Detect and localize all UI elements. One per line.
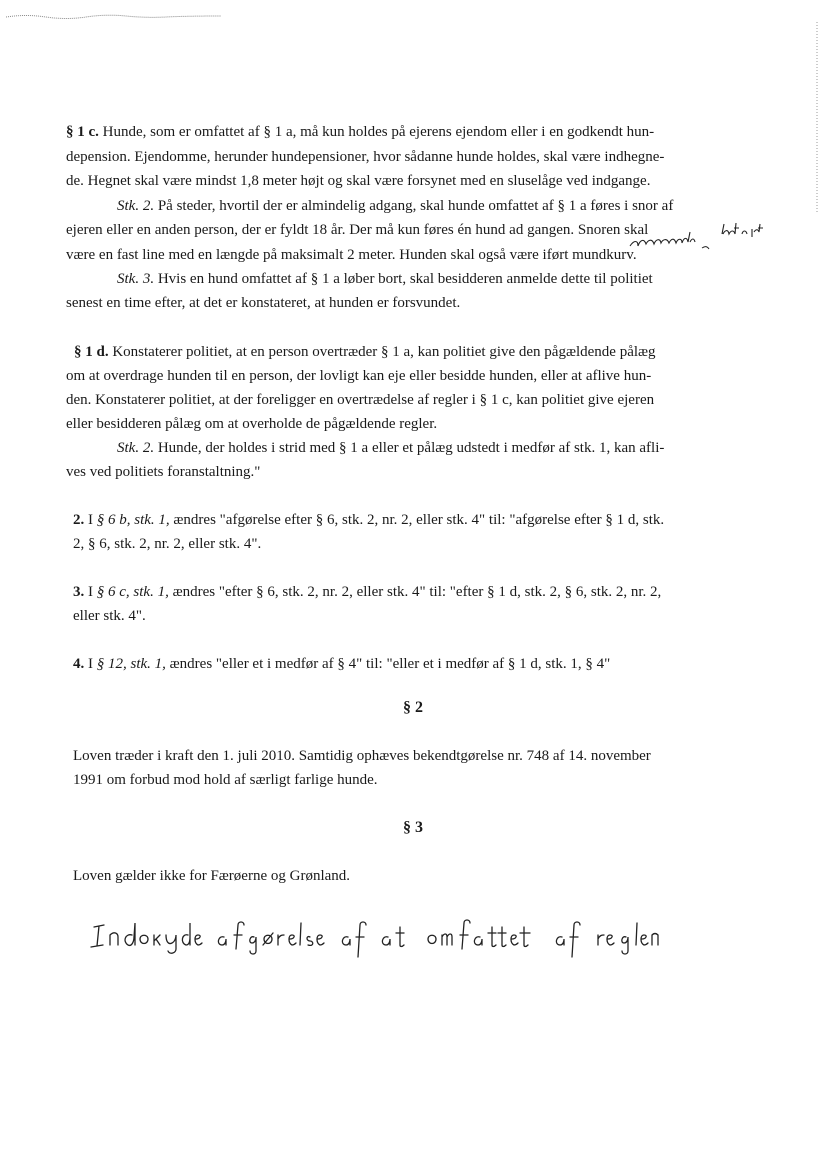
p1c-line-1: § 1 c. Hunde, som er omfattet af § 1 a, må kun holdes på ejerens ejendom eller i en godkendt hun-: [66, 124, 655, 140]
section-3-heading: § 3: [403, 819, 423, 836]
p1c-stk3-line-2: senest en time efter, at det er konstateret, at hunden er forsvundet.: [66, 295, 461, 311]
p1c-stk3-line-1: Stk. 3. Hvis en hund omfattet af § 1 a løber bort, skal besidderen anmelde dette til politiet: [117, 271, 653, 287]
p1d-line-3: den. Konstaterer politiet, at der foreligger en overtrædelse af regler i § 1 c, kan politiet give ejeren: [66, 392, 655, 408]
handwritten-margin-note: [622, 214, 772, 254]
p1d-line-2: om at overdrage hunden til en person, der lovligt kan eje eller besidde hunden, eller at aflive hun-: [66, 368, 652, 384]
p1d-stk2-line-2: ves ved politiets foranstaltning.": [66, 464, 261, 480]
scan-artifact-top: [6, 13, 221, 19]
sec3-line-1: Loven gælder ikke for Færøerne og Grønland.: [73, 868, 351, 884]
item2-line-1: 2. I § 6 b, stk. 1, ændres "afgørelse efter § 6, stk. 2, nr. 2, eller stk. 4" til: "afgørelse efter § 1 d, stk.: [73, 512, 665, 528]
p1c-lead: § 1 c.: [66, 124, 99, 140]
p1c-line-2: depension. Ejendomme, herunder hundepensioner, hvor sådanne hunde holdes, skal være indhegne-: [66, 149, 665, 165]
p1d-stk2-line-1: Stk. 2. Hunde, der holdes i strid med § 1 a eller et pålæg udstedt i medfør af stk. 1, kan afli-: [117, 440, 665, 456]
sec2-line-1: Loven træder i kraft den 1. juli 2010. Samtidig ophæves bekendtgørelse nr. 748 af 14. november: [73, 748, 651, 764]
item3-line-1: 3. I § 6 c, stk. 1, ændres "efter § 6, stk. 2, nr. 2, eller stk. 4" til: "efter § 1 d, stk. 2, § 6, stk. 2, nr. 2,: [73, 584, 662, 600]
item3-line-2: eller stk. 4".: [73, 608, 146, 624]
item2-line-2: 2, § 6, stk. 2, nr. 2, eller stk. 4".: [73, 536, 262, 552]
sec2-line-2: 1991 om forbud mod hold af særligt farlige hunde.: [73, 772, 378, 788]
p1d-lead: § 1 d.: [74, 344, 109, 360]
p1d-line-4: eller besidderen pålæg om at overholde de pågældende regler.: [66, 416, 438, 432]
handwritten-bottom-note: [88, 905, 668, 965]
p1c-stk2-line-3: være en fast line med en længde på maksimalt 2 meter. Hunden skal også være iført mundkurv.: [66, 247, 637, 263]
p1c-stk2-line-2: ejeren eller en anden person, der er fyldt 18 år. Der må kun føres én hund ad gangen. Snoren skal: [66, 222, 649, 238]
section-2-heading: § 2: [403, 699, 423, 716]
p1d-line-1: § 1 d. Konstaterer politiet, at en person overtræder § 1 a, kan politiet give den pågældende pålæg: [74, 344, 656, 360]
p1c-line-3: de. Hegnet skal være mindst 1,8 meter højt og skal være forsynet med en sluselåge ved indgange.: [66, 173, 651, 189]
item4-line-1: 4. I § 12, stk. 1, ændres "eller et i medfør af § 4" til: "eller et i medfør af § 1 d, stk. 1, § 4": [73, 656, 611, 672]
scan-artifact-right: [814, 22, 820, 212]
p1c-stk2-line-1: Stk. 2. På steder, hvortil der er almindelig adgang, skal hunde omfattet af § 1 a føres i snor af: [117, 198, 674, 214]
